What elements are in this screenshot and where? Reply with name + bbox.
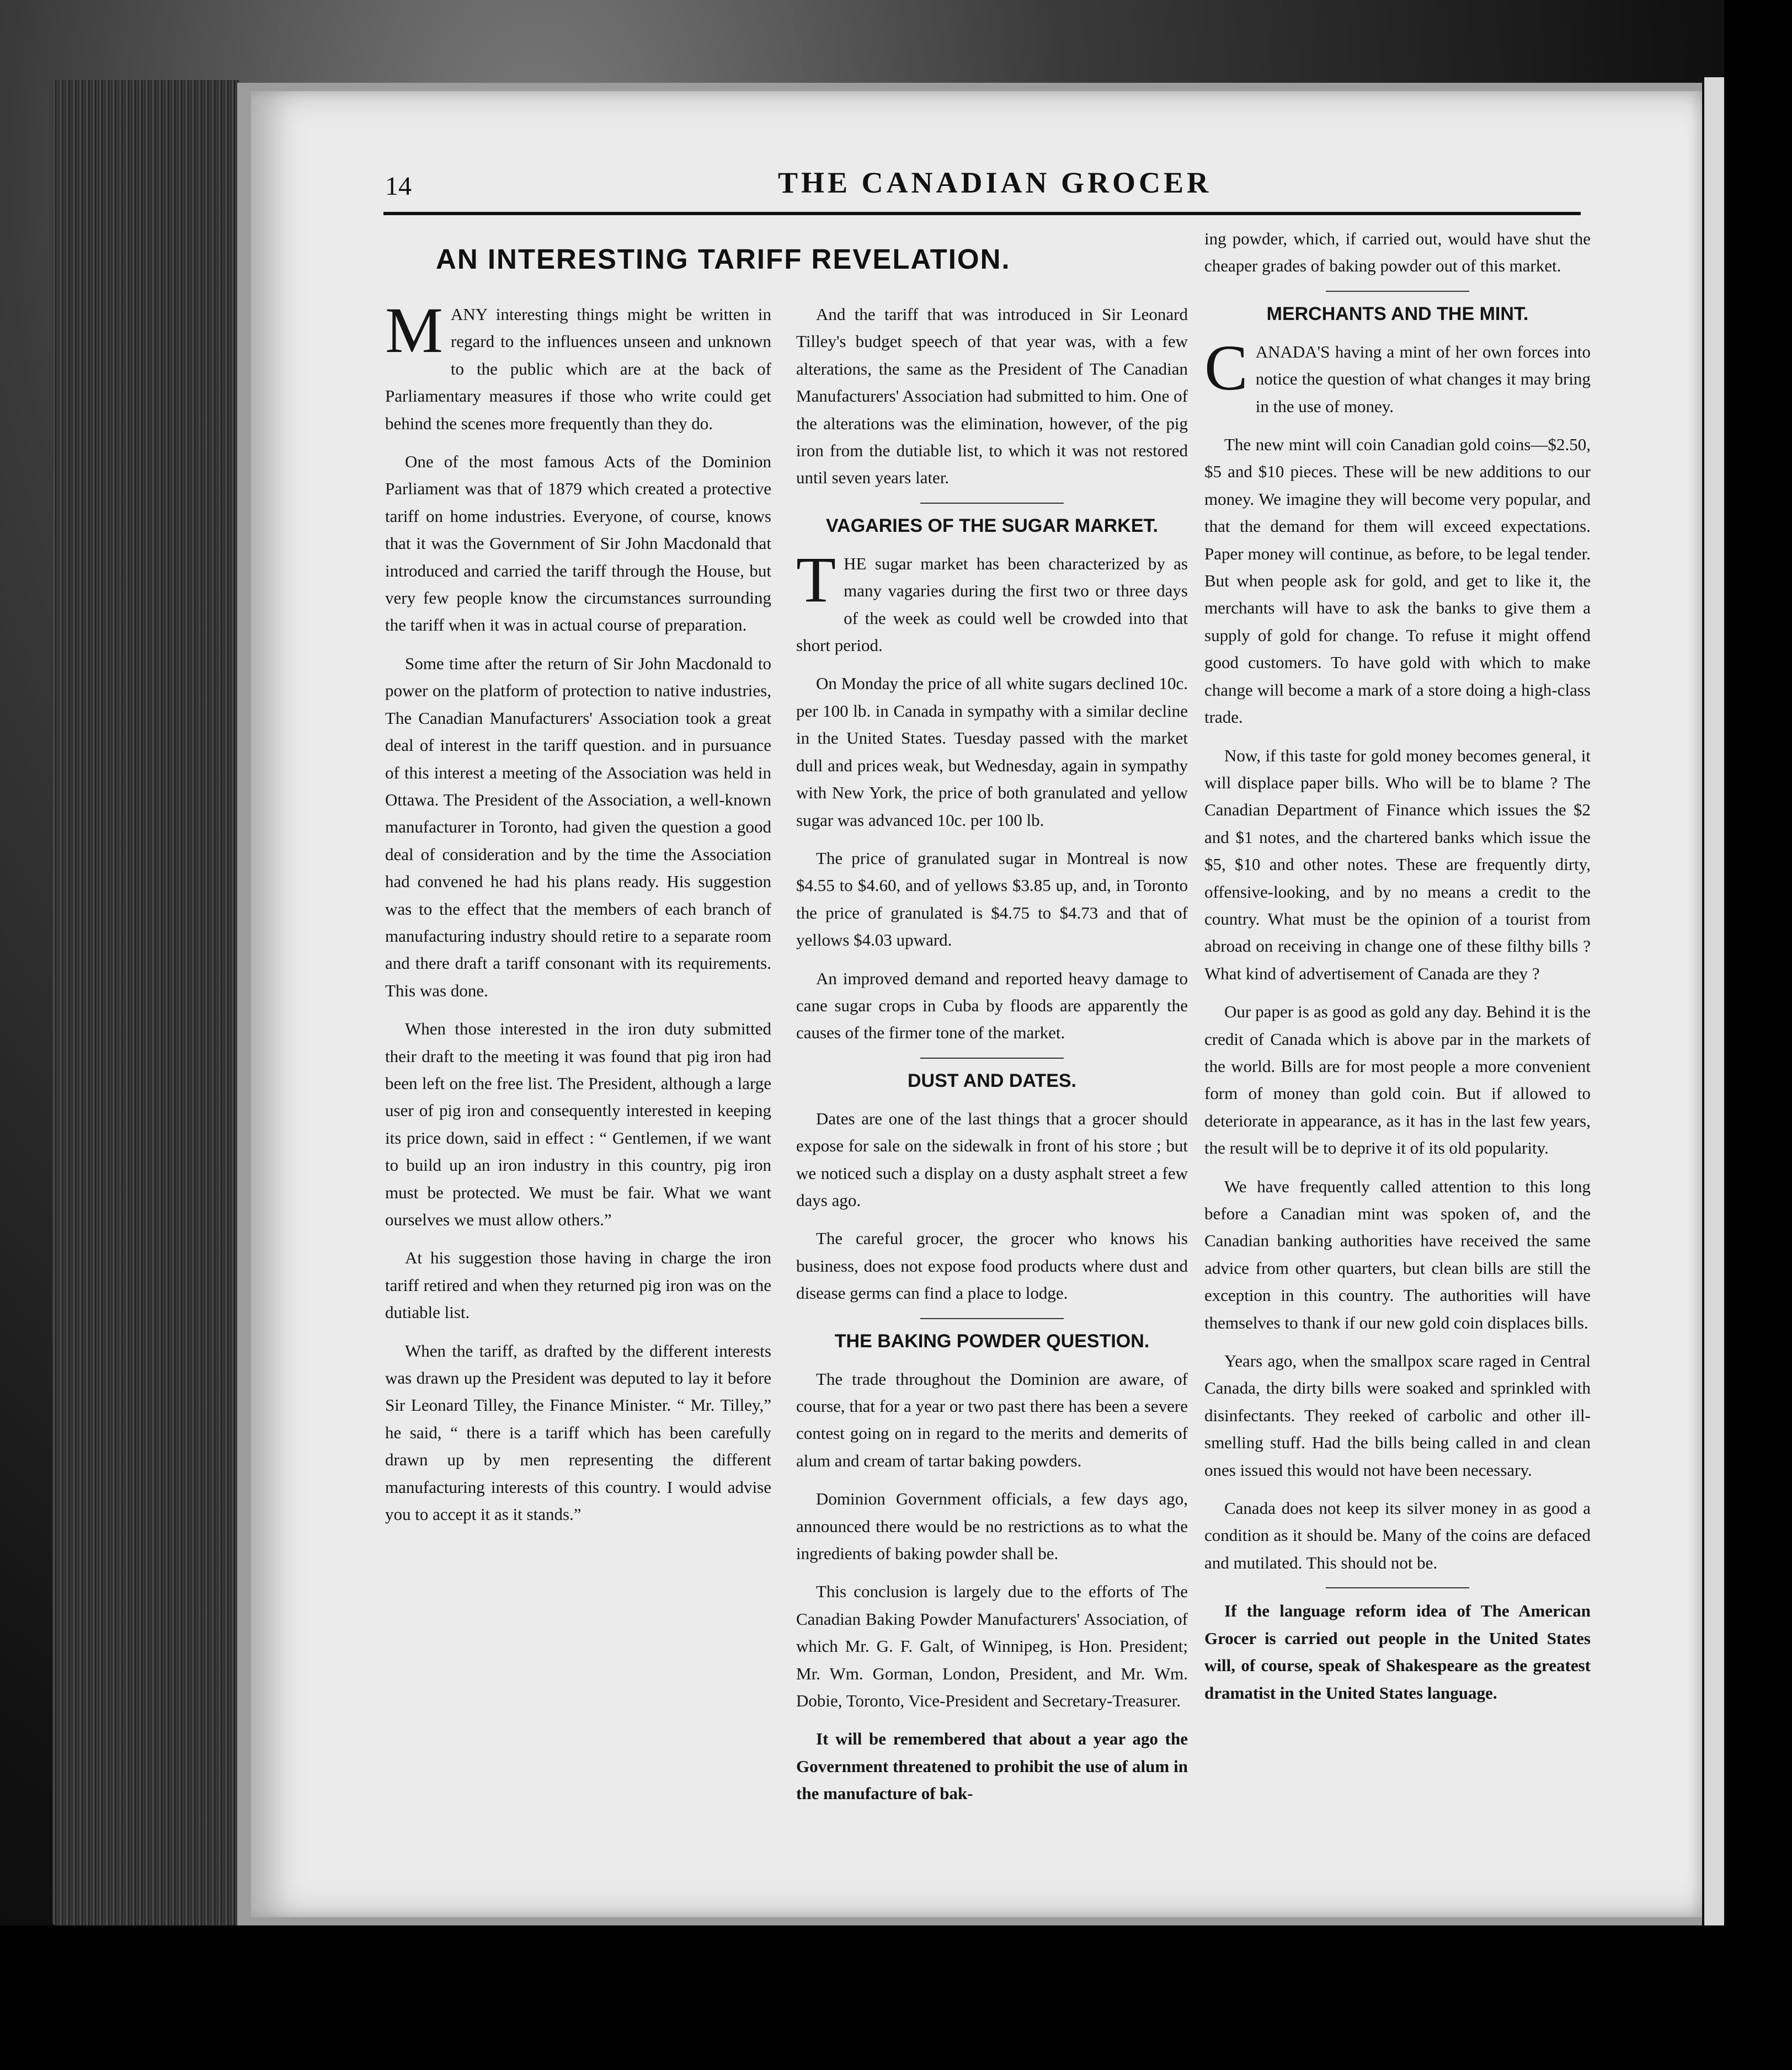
book-page-edges [52, 80, 240, 1925]
paragraph: Now, if this taste for gold money becomes general, it will displace paper bills. Who will be to blame ? The Canadian Department of Finance which issues the $2 and $1 notes, and the chartered banks which issue the $5, $10 and other notes. These are frequently dirty, offensive-looking, and by no means a credit to the country. What must be the opinion of a tourist from abroad on receiving in change one of these filthy bills ? What kind of advertisement of Canada are they ? [1204, 745, 1591, 983]
paragraph: The trade throughout the Dominion are aware, of course, that for a year or two past there has been a severe contest going on in regard to the merits and demerits of alum and cream of tartar baking powders. [796, 1369, 1188, 1470]
drop-cap: C [1204, 331, 1248, 404]
paragraph: One of the most famous Acts of the Dominion Parliament was that of 1879 which created a protective tariff on home industries. Everyone, of course, knows that it was the Government of Sir John Macdonald that introduced and carried the tariff through the House, but very few people know the circumstances surrounding the tariff when it was in actual course of preparation. [385, 452, 771, 635]
page-number: 14 [385, 172, 412, 201]
masthead: THE CANADIAN GROCER [778, 166, 1212, 199]
paragraph: At his suggestion those having in charge the iron tariff retired and when they returned pig iron was on the dutiable list. [385, 1248, 771, 1322]
sugar-lead: THE sugar market has been characterized by as many vagaries during the first two or three days of the week as could well be crowded into that short period. [796, 543, 1188, 655]
paragraph: We have frequently called attention to this long before a Canadian mint was spoken of, and the Canadian banking authorities have received the same advice from other quarters, but clean bills are still the exception in this country. The authorities will have themselves to thank if our new gold coin displaces bills. [1204, 1176, 1591, 1332]
section-divider [1326, 1587, 1469, 1588]
header-rule [383, 212, 1581, 215]
paragraph: Years ago, when the smallpox scare raged in Central Canada, the dirty bills were soaked and sprinkled with disinfectants. They reeked of carbolic and other ill-smelling stuff. Had the bills being called in and clean ones issued this would not have been necessary. [1204, 1351, 1591, 1480]
facing-page-edge [1702, 77, 1726, 1936]
section-heading-sugar: VAGARIES OF THE SUGAR MARKET. [826, 515, 1158, 536]
paragraph: When the tariff, as drafted by the different interests was drawn up the President was deputed to lay it before Sir Leonard Tilley, the Finance Minister. “ Mr. Tilley,” he said, “ there is a tariff which has been carefully drawn up by men representing the different manufacturing interests of this country. I would advise you to accept it as it stands.” [385, 1341, 771, 1524]
paragraph: Some time after the return of Sir John Macdonald to power on the platform of protection to native industries, The Canadian Manufacturers' Association took a great deal of interest in the tariff question. and in pursuance of this interest a meeting of the Association was held in Ottawa. The President of the Association, a well-known manufacturer in Toronto, had given the question a good deal of consideration and by the time the Association had convened he had his plans ready. His suggestion was to the effect that the members of each branch of manufacturing industry should retire to a separate room and there draft a tariff consonant with its requirements. This was done. [385, 653, 771, 1000]
column-2 [796, 301, 1188, 1818]
scan-border-bottom [0, 1925, 1792, 2070]
column-1 [385, 294, 771, 1539]
paragraph: The new mint will coin Canadian gold coins—$2.50, $5 and $10 pieces. These will be new additions to our money. We imagine they will become very popular, and that the demand for them will exceed expectations. Paper money will continue, as before, to be legal tender. But when people ask for gold, and get to like it, the merchants will have to ask the banks to give them a supply of gold for change. To refuse it might offend good customers. To have gold with which to make change will become a mark of a store doing a high-class trade. [1204, 435, 1591, 727]
drop-cap: T [796, 543, 836, 616]
drop-cap: M [385, 294, 443, 366]
paragraph: Dominion Government officials, a few days ago, announced there would be no restrictions as to what the ingredients of baking powder shall be. [796, 1489, 1188, 1564]
paragraph: On Monday the price of all white sugars declined 10c. per 100 lb. in Canada in sympathy with a similar decline in the United States. Tuesday passed with the market dull and prices weak, but Wednesday, again in sympathy with New York, the price of both granulated and yellow sugar was advanced 10c. per 100 lb. [796, 674, 1188, 830]
section-divider [920, 503, 1064, 504]
paragraph: ing powder, which, if carried out, would have shut the cheaper grades of baking powder out of this market. [1204, 229, 1591, 276]
closing-paragraph: If the language reform idea of The American Grocer is carried out people in the United States will, of course, speak of Shakespeare as the greatest dramatist in the United States language. [1204, 1601, 1591, 1703]
section-heading-baking: THE BAKING POWDER QUESTION. [834, 1330, 1150, 1352]
paragraph: This conclusion is largely due to the efforts of The Canadian Baking Powder Manufacturers' Association, of which Mr. G. F. Galt, of Winnipeg, is Hon. President; Mr. Wm. Gorman, London, President, and Mr. Wm. Dobie, Toronto, Vice-President and Secretary-Treasurer. [796, 1582, 1188, 1711]
column-3 [1204, 225, 1591, 1717]
section-divider [920, 1318, 1064, 1319]
paragraph: Canada does not keep its silver money in as good a condition as it should be. Many of the coins are defaced and mutilated. This should not be. [1204, 1498, 1591, 1572]
paragraph: Dates are one of the last things that a grocer should expose for sale on the sidewalk in front of his store ; but we noticed such a display on a dusty asphalt street a few days ago. [796, 1108, 1188, 1210]
paragraph: Our paper is as good as gold any day. Behind it is the credit of Canada which is above par in the markets of the world. Bills are for most people a more convenient form of money than gold coin. But if allowed to deteriorate in appearance, as it has in the last few years, the result will be to deprive it of its old popularity. [1204, 1002, 1591, 1158]
mint-lead: CANADA'S having a mint of her own forces into notice the question of what changes it may bring in the use of money. [1204, 331, 1591, 416]
scan-border-right [1724, 0, 1792, 2070]
main-headline: AN INTERESTING TARIFF REVELATION. [436, 243, 1011, 275]
paragraph: The price of granulated sugar in Montreal is now $4.55 to $4.60, and of yellows $3.85 up, and, in Toronto the price of granulated is $4.75 to $4.73 and that of yellows $4.03 upward. [796, 848, 1188, 950]
paragraph: When those interested in the iron duty submitted their draft to the meeting it was found that pig iron had been left on the free list. The President, although a large user of pig iron and consequently interested in keeping its price down, said in effect : “ Gentlemen, if we want to build up an iron industry in this country, pig iron must be protected. We must be fair. What we want ourselves we must allow others.” [385, 1019, 771, 1229]
paragraph: And the tariff that was introduced in Sir Leonard Tilley's budget speech of that year was, with a few alterations, the same as the President of The Canadian Manufacturers' Association had submitted to him. One of the alterations was the elimination, however, of the pig iron from the dutiable list, to which it was not restored until seven years later. [796, 305, 1188, 488]
section-heading-mint: MERCHANTS AND THE MINT. [1266, 303, 1529, 324]
section-divider [920, 1058, 1064, 1059]
article-lead: MANY interesting things might be written in regard to the influences unseen and unknown to the public which are at the back of Parliamentary measures if those who write could get behind the scenes more frequently than they do. [385, 294, 771, 433]
section-heading-dust: DUST AND DATES. [908, 1070, 1076, 1091]
paragraph: It will be remembered that about a year ago the Government threatened to prohibit the use of alum in the manufacture of bak- [796, 1729, 1188, 1804]
section-divider [1326, 291, 1469, 292]
paragraph: The careful grocer, the grocer who knows his business, does not expose food products where dust and disease germs can find a place to lodge. [796, 1229, 1188, 1303]
paragraph: An improved demand and reported heavy damage to cane sugar crops in Cuba by floods are apparently the causes of the firmer tone of the market. [796, 968, 1188, 1043]
